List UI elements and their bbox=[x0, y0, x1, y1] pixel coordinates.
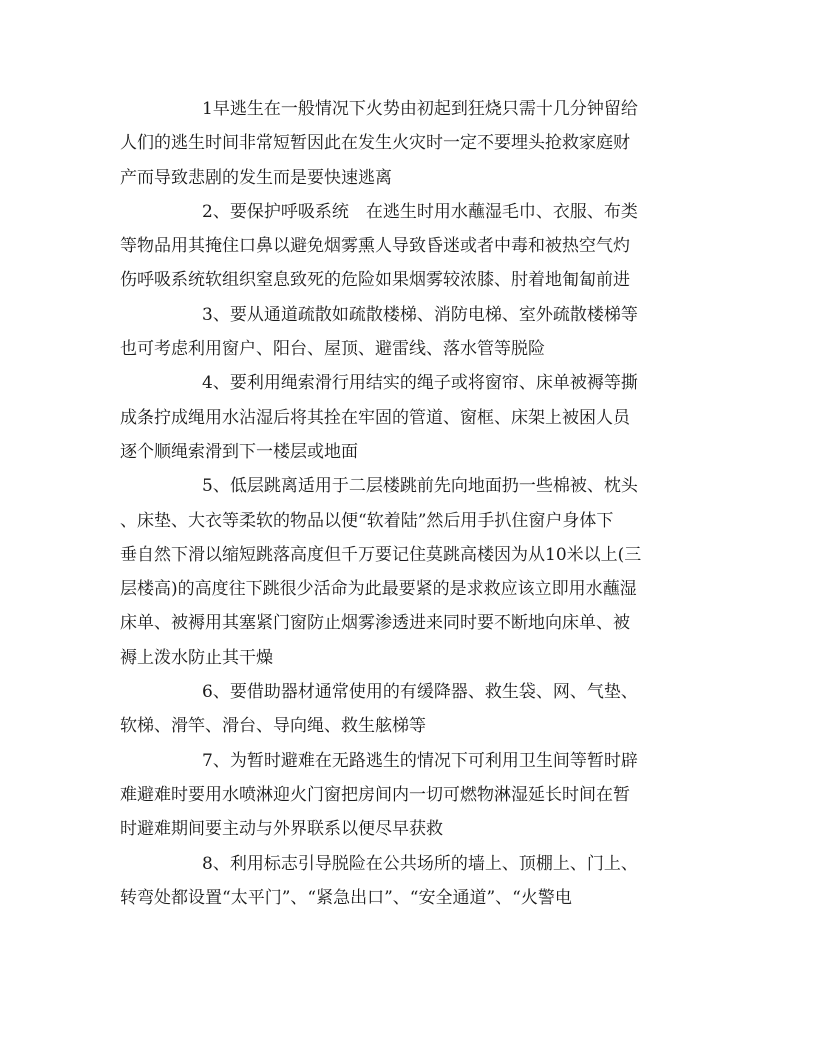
paragraph-7 bbox=[120, 744, 696, 847]
paragraph-2 bbox=[120, 195, 696, 298]
paragraph-line: 4、要利用绳索滑行用结实的绳子或将窗帘、床单被褥等撕 bbox=[202, 373, 638, 394]
paragraph-line: 层楼高)的高度往下跳很少活命为此最要紧的是求救应该立即用水蘸湿 bbox=[120, 579, 637, 600]
paragraph-line: 2、要保护呼吸系统 在逃生时用水蘸湿毛巾、衣服、布类 bbox=[202, 201, 638, 222]
paragraph-3 bbox=[120, 298, 696, 367]
paragraph-4 bbox=[120, 366, 696, 469]
paragraph-line: 产而导致悲剧的发生而是要快速逃离 bbox=[120, 167, 392, 188]
paragraph-line: 转弯处都设置“太平门”、“紧急出口”、“安全通道”、“火警电 bbox=[120, 887, 572, 908]
paragraph-5 bbox=[120, 469, 696, 675]
paragraph-line: 成条拧成绳用水沾湿后将其拴在牢固的管道、窗框、床架上被困人员 bbox=[120, 407, 630, 428]
paragraph-line: 床单、被褥用其塞紧门窗防止烟雾渗透进来同时要不断地向床单、被 bbox=[120, 613, 630, 634]
paragraph-line: 逐个顺绳索滑到下一楼层或地面 bbox=[120, 441, 358, 462]
paragraph-line: 等物品用其掩住口鼻以避免烟雾熏人导致昏迷或者中毒和被热空气灼 bbox=[120, 236, 630, 257]
paragraph-6 bbox=[120, 675, 696, 744]
paragraph-line: 7、为暂时避难在无路逃生的情况下可利用卫生间等暂时辟 bbox=[202, 750, 638, 771]
paragraph-line: 褥上泼水防止其干燥 bbox=[120, 647, 273, 668]
paragraph-line: 难避难时要用水喷淋迎火门窗把房间内一切可燃物淋湿延长时间在暂 bbox=[120, 784, 630, 805]
paragraph-line: 时避难期间要主动与外界联系以便尽早获救 bbox=[120, 819, 443, 840]
paragraph-line: 5、低层跳离适用于二层楼跳前先向地面扔一些棉被、枕头 bbox=[202, 476, 638, 497]
paragraph-line: 人们的逃生时间非常短暂因此在发生火灾时一定不要埋头抢救家庭财 bbox=[120, 133, 630, 154]
paragraph-line: 也可考虑利用窗户、阳台、屋顶、避雷线、落水管等脱险 bbox=[120, 339, 545, 360]
paragraph-line: 软梯、滑竿、滑台、导向绳、救生舷梯等 bbox=[120, 716, 426, 737]
paragraph-8 bbox=[120, 847, 696, 916]
paragraph-line: 6、要借助器材通常使用的有缓降器、救生袋、网、气垫、 bbox=[202, 682, 638, 703]
paragraph-line: 1早逃生在一般情况下火势由初起到狂烧只需十几分钟留给 bbox=[202, 99, 638, 119]
paragraph-line: 8、利用标志引导脱险在公共场所的墙上、顶棚上、门上、 bbox=[202, 853, 638, 874]
paragraph-line: 3、要从通道疏散如疏散楼梯、消防电梯、室外疏散楼梯等 bbox=[202, 304, 638, 325]
paragraph-1 bbox=[120, 92, 696, 195]
paragraph-line: 垂自然下滑以缩短跳落高度但千万要记住莫跳高楼因为从10米以上(三 bbox=[120, 544, 642, 565]
paragraph-line: 伤呼吸系统软组织窒息致死的危险如果烟雾较浓膝、肘着地匍匐前进 bbox=[120, 270, 630, 291]
paragraph-line: 、床垫、大衣等柔软的物品以便“软着陆”然后用手扒住窗户身体下 bbox=[120, 510, 614, 531]
document-body bbox=[120, 92, 696, 915]
